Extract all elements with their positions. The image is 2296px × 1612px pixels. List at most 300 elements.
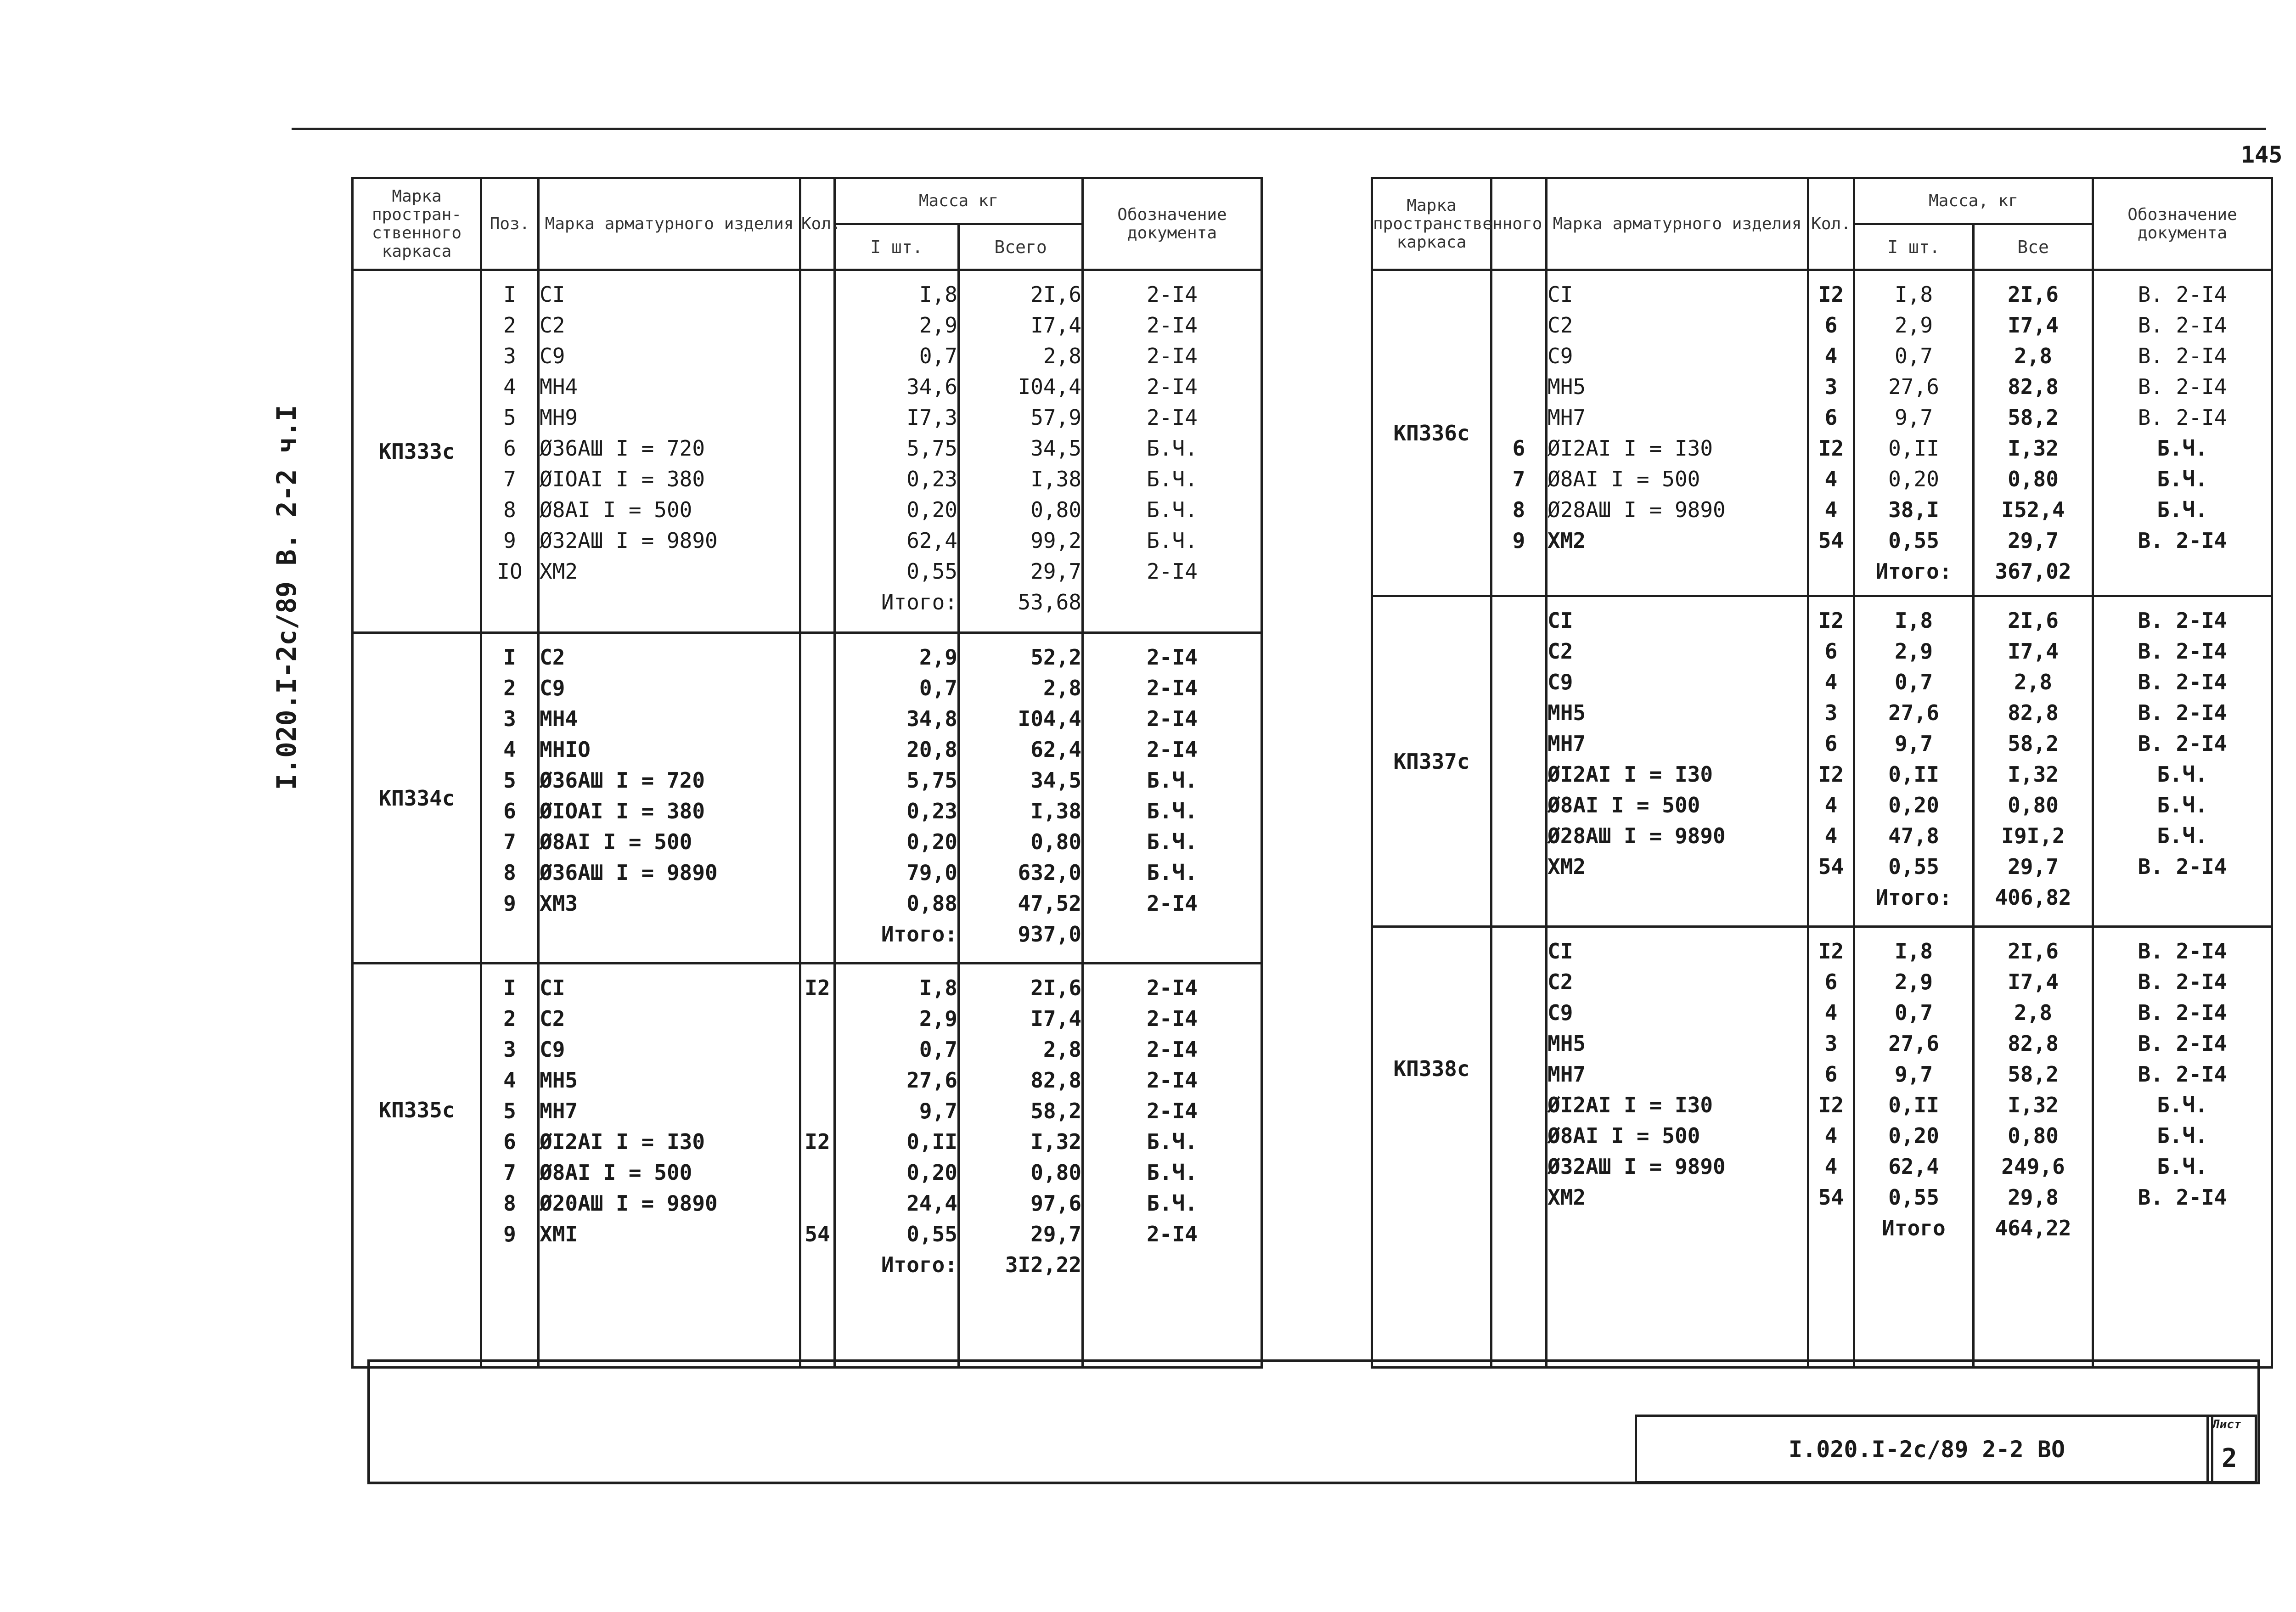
qty <box>801 1188 833 1219</box>
item-mark: C2 <box>540 645 565 670</box>
doc-ref: 2-I4 <box>1147 706 1198 731</box>
mass-total: 2I,6 <box>1030 282 1082 307</box>
header-total: Всего <box>959 224 1083 270</box>
pos-list <box>481 270 539 633</box>
pos: 9 <box>503 528 516 553</box>
mass-total: 34,5 <box>1030 768 1082 793</box>
item-mark: ØIOAI I = 380 <box>540 467 705 491</box>
qty-list <box>800 270 835 633</box>
header-pos: Поз. <box>481 178 539 270</box>
doc-ref: 2-I4 <box>1147 645 1198 670</box>
mass-total: I04,4 <box>1018 374 1082 399</box>
qty: 6 <box>1824 313 1838 338</box>
mass-one-list <box>1854 270 1974 596</box>
qty: I2 <box>1818 282 1844 307</box>
header-item: Марка арматурного изделия <box>1547 178 1808 270</box>
mass-total: 2I,6 <box>1030 975 1082 1000</box>
mass-one: 2,9 <box>1894 639 1933 664</box>
doc-ref: В. 2-I4 <box>2138 854 2227 879</box>
doc-ref: В. 2-I4 <box>2138 639 2227 664</box>
mass-one: 34,6 <box>906 374 957 399</box>
doc-list <box>2093 270 2272 596</box>
right-spec-table <box>1371 177 2273 1369</box>
qty: 4 <box>1824 670 1838 694</box>
mass-one: 38,I <box>1888 497 1939 522</box>
pos: I <box>503 975 516 1000</box>
mass-total-list <box>1974 270 2093 596</box>
doc-ref: 2-I4 <box>1147 975 1198 1000</box>
doc-list <box>1083 964 1262 1368</box>
mass-total: I,32 <box>1030 1129 1082 1154</box>
item-mark: ØI2AI I = I30 <box>540 1129 705 1154</box>
mass-total: 62,4 <box>1030 737 1082 762</box>
pos-list <box>1491 270 1547 596</box>
item-mark: ØI2AI I = I30 <box>1548 1093 1713 1117</box>
pos: 7 <box>503 1160 516 1185</box>
mass-total: 0,80 <box>2008 467 2059 491</box>
doc-ref: Б.Ч. <box>1147 768 1198 793</box>
mass-one: 0,II <box>1888 436 1939 461</box>
mass-total: 47,52 <box>1018 891 1082 916</box>
pos: 5 <box>503 1099 516 1123</box>
mass-one-list <box>835 633 959 964</box>
mass-total: 2,8 <box>2014 1000 2053 1025</box>
qty: 54 <box>1818 1185 1844 1210</box>
item-list <box>539 270 800 633</box>
doc-ref: В. 2-I4 <box>2138 939 2227 964</box>
header-doc: Обозначение документа <box>2093 178 2272 270</box>
item-mark: Ø28AШ I = 9890 <box>1548 497 1726 522</box>
mass-total: 2I,6 <box>2008 939 2059 964</box>
side-document-code: I.020.I-2c/89 B. 2-2 ч.I <box>271 405 302 790</box>
item-mark: MH7 <box>1548 731 1586 756</box>
doc-ref: 2-I4 <box>1147 313 1198 338</box>
mass-total: I,32 <box>2008 762 2059 787</box>
mass-total: 2,8 <box>1043 344 1082 368</box>
mass-one: 0,23 <box>906 799 957 823</box>
mass-total: I7,4 <box>2008 313 2059 338</box>
mass-one: 9,7 <box>1894 731 1933 756</box>
mass-one: 0,7 <box>1894 344 1933 368</box>
doc-list <box>2093 927 2272 1368</box>
item-mark: MH5 <box>1548 374 1586 399</box>
mass-total-list <box>959 964 1083 1368</box>
doc-ref: 2-I4 <box>1147 676 1198 700</box>
mass-total: I,38 <box>1030 467 1082 491</box>
mass-total: 82,8 <box>2008 374 2059 399</box>
pos-list-empty <box>1491 927 1547 1368</box>
pos: I <box>503 282 516 307</box>
item-mark: Ø32AШ I = 9890 <box>540 528 718 553</box>
doc-ref: В. 2-I4 <box>2138 731 2227 756</box>
mass-total: 0,80 <box>1030 829 1082 854</box>
item-mark: MHIO <box>540 737 591 762</box>
mass-total: 2I,6 <box>2008 282 2059 307</box>
mass-total: 0,80 <box>2008 1123 2059 1148</box>
item-mark: Ø8AI I = 500 <box>1548 467 1700 491</box>
doc-ref: В. 2-I4 <box>2138 1000 2227 1025</box>
mass-total: 2,8 <box>1043 676 1082 700</box>
doc-ref: Б.Ч. <box>1147 528 1198 553</box>
doc-ref: Б.Ч. <box>1147 436 1198 461</box>
left-spec-table <box>351 177 1263 1369</box>
mass-one: 0,20 <box>1888 467 1939 491</box>
table-row <box>1372 270 2272 596</box>
item-mark: Ø28AШ I = 9890 <box>1548 823 1726 848</box>
mass-total: 57,9 <box>1030 405 1082 430</box>
qty: I2 <box>805 975 830 1000</box>
pos: 5 <box>503 768 516 793</box>
pos: 6 <box>503 799 516 823</box>
total-label: Итого <box>1882 1216 1946 1240</box>
header-qty: Кол. <box>1808 178 1854 270</box>
frame-mark: КП335с <box>353 964 481 1368</box>
document-code: I.020.I-2c/89 2-2 BO <box>1789 1436 2065 1463</box>
doc-ref: В. 2-I4 <box>2138 282 2227 307</box>
total-label: Итого: <box>881 590 957 614</box>
item-mark: Ø20AШ I = 9890 <box>540 1191 718 1216</box>
item-mark: MH9 <box>540 405 578 430</box>
doc-ref: В. 2-I4 <box>2138 528 2227 553</box>
doc-ref: Б.Ч. <box>1147 467 1198 491</box>
frame-mark: КП334с <box>353 633 481 964</box>
pos <box>1492 279 1545 310</box>
item-mark: XM2 <box>1548 528 1586 553</box>
item-mark: XMI <box>540 1222 578 1246</box>
item-mark: XM2 <box>540 559 578 584</box>
mass-one: I7,3 <box>906 405 957 430</box>
mass-one: 0,7 <box>919 676 957 700</box>
qty <box>801 1065 833 1096</box>
mass-total: 29,7 <box>2008 854 2059 879</box>
pos: 3 <box>503 344 516 368</box>
qty: I2 <box>1818 762 1844 787</box>
table-row <box>1372 596 2272 927</box>
mass-one: 0,7 <box>919 344 957 368</box>
pos: 4 <box>503 737 516 762</box>
total-label: Итого: <box>881 922 957 947</box>
doc-ref: 2-I4 <box>1147 1068 1198 1093</box>
mass-one: 9,7 <box>1894 1062 1933 1087</box>
header-one: I шт. <box>835 224 959 270</box>
qty <box>801 1157 833 1188</box>
header-mark: Марка пространственного каркаса <box>1372 178 1491 270</box>
doc-ref: Б.Ч. <box>1147 1191 1198 1216</box>
qty: 4 <box>1824 344 1838 368</box>
mass-one: 0,20 <box>1888 793 1939 817</box>
sum-total: 406,82 <box>1995 885 2071 910</box>
mass-total: 249,6 <box>2001 1154 2065 1179</box>
item-mark: Ø8AI I = 500 <box>1548 1123 1700 1148</box>
item-mark: C2 <box>1548 639 1573 664</box>
doc-ref: В. 2-I4 <box>2138 670 2227 694</box>
mass-one: 47,8 <box>1888 823 1939 848</box>
item-mark: MH4 <box>540 374 578 399</box>
qty: 4 <box>1824 1000 1838 1025</box>
item-mark: CI <box>1548 282 1573 307</box>
pos: 8 <box>1512 497 1525 522</box>
pos <box>1492 310 1545 341</box>
sheet-label: Лист <box>2212 1418 2241 1432</box>
pos-list-empty <box>1491 596 1547 927</box>
doc-ref: Б.Ч. <box>2157 497 2208 522</box>
doc-ref: В. 2-I4 <box>2138 344 2227 368</box>
item-mark: ØI2AI I = I30 <box>1548 762 1713 787</box>
sum-total: 367,02 <box>1995 559 2071 584</box>
pos: 6 <box>503 1129 516 1154</box>
table-row <box>353 964 1262 1368</box>
header-one: I шт. <box>1854 224 1974 270</box>
qty: 4 <box>1824 467 1838 491</box>
qty: 6 <box>1824 405 1838 430</box>
mass-one: 24,4 <box>906 1191 957 1216</box>
qty: 4 <box>1824 1123 1838 1148</box>
item-mark: XM3 <box>540 891 578 916</box>
qty: I2 <box>1818 1093 1844 1117</box>
item-mark: Ø8AI I = 500 <box>540 1160 692 1185</box>
mass-one: 0,II <box>1888 762 1939 787</box>
mass-total: 58,2 <box>2008 405 2059 430</box>
mass-total-list <box>1974 927 2093 1368</box>
table-row <box>1372 927 2272 1368</box>
mass-one: 62,4 <box>906 528 957 553</box>
qty: 54 <box>1818 854 1844 879</box>
mass-total: 29,8 <box>2008 1185 2059 1210</box>
frame-mark: КП336с <box>1372 270 1491 596</box>
mass-total: 58,2 <box>2008 731 2059 756</box>
total-label: Итого: <box>881 1252 957 1277</box>
mass-one-list <box>835 964 959 1368</box>
mass-one: 0,23 <box>906 467 957 491</box>
qty: 4 <box>1824 497 1838 522</box>
mass-total: I52,4 <box>2001 497 2065 522</box>
header-mark: Марка простран-ственного каркаса <box>353 178 481 270</box>
qty <box>801 1003 833 1034</box>
mass-total: I,38 <box>1030 799 1082 823</box>
pos: 7 <box>503 829 516 854</box>
item-mark: Ø36AШ I = 720 <box>540 436 705 461</box>
doc-ref: Б.Ч. <box>1147 1160 1198 1185</box>
item-list <box>1547 270 1808 596</box>
mass-one: I,8 <box>1894 939 1933 964</box>
mass-one: 9,7 <box>919 1099 957 1123</box>
mass-one: 27,6 <box>906 1068 957 1093</box>
item-mark: CI <box>540 282 565 307</box>
mass-total: 2I,6 <box>2008 608 2059 633</box>
mass-one: 0,88 <box>906 891 957 916</box>
sheet-box <box>2206 1415 2257 1483</box>
doc-ref: 2-I4 <box>1147 1037 1198 1062</box>
pos <box>1492 341 1545 372</box>
qty <box>801 1096 833 1127</box>
doc-ref: Б.Ч. <box>1147 860 1198 885</box>
item-mark: Ø8AI I = 500 <box>1548 793 1700 817</box>
mass-total: 29,7 <box>2008 528 2059 553</box>
mass-total: 2,8 <box>2014 344 2053 368</box>
mass-total: I7,4 <box>2008 969 2059 994</box>
mass-one: 2,9 <box>1894 313 1933 338</box>
qty-list <box>1808 596 1854 927</box>
item-mark: C9 <box>540 676 565 700</box>
qty-list <box>1808 927 1854 1368</box>
doc-ref: Б.Ч. <box>2157 793 2208 817</box>
doc-ref: 2-I4 <box>1147 374 1198 399</box>
mass-one: 2,9 <box>919 645 957 670</box>
sum-total: 53,68 <box>1018 590 1082 614</box>
pos: 7 <box>503 467 516 491</box>
qty: 3 <box>1824 1031 1838 1056</box>
mass-one: 0,II <box>906 1129 957 1154</box>
item-mark: MH5 <box>1548 1031 1586 1056</box>
mass-one: 20,8 <box>906 737 957 762</box>
mass-total: I7,4 <box>1030 1006 1082 1031</box>
header-qty: Кол. <box>800 178 835 270</box>
header-mass: Масса, кг <box>1854 178 2093 224</box>
pos: 9 <box>1512 528 1525 553</box>
pos: 8 <box>503 497 516 522</box>
mass-one: 0,55 <box>1888 1185 1939 1210</box>
item-mark: Ø8AI I = 500 <box>540 829 692 854</box>
doc-list <box>1083 633 1262 964</box>
mass-one-list <box>835 270 959 633</box>
mass-one: 79,0 <box>906 860 957 885</box>
pos: 7 <box>1512 467 1525 491</box>
pos: 6 <box>1512 436 1525 461</box>
pos <box>1492 402 1545 433</box>
doc-ref: В. 2-I4 <box>2138 405 2227 430</box>
top-rule <box>292 128 2266 130</box>
doc-ref: 2-I4 <box>1147 737 1198 762</box>
qty: 54 <box>1818 528 1844 553</box>
mass-one: 34,8 <box>906 706 957 731</box>
doc-ref: Б.Ч. <box>1147 1129 1198 1154</box>
pos: 4 <box>503 1068 516 1093</box>
doc-ref: 2-I4 <box>1147 1006 1198 1031</box>
item-mark: C2 <box>1548 313 1573 338</box>
title-block <box>1635 1415 2213 1483</box>
doc-ref: 2-I4 <box>1147 405 1198 430</box>
item-mark: MH7 <box>1548 1062 1586 1087</box>
header-item: Марка арматурного изделия <box>539 178 800 270</box>
qty-list <box>800 633 835 964</box>
mass-total: 58,2 <box>2008 1062 2059 1087</box>
mass-total: 2,8 <box>1043 1037 1082 1062</box>
mass-total: I,32 <box>2008 436 2059 461</box>
doc-ref: 2-I4 <box>1147 559 1198 584</box>
mass-total: 34,5 <box>1030 436 1082 461</box>
sheet-value: 2 <box>2222 1443 2237 1473</box>
mass-total: I9I,2 <box>2001 823 2065 848</box>
item-mark: MH7 <box>540 1099 578 1123</box>
pos: 3 <box>503 1037 516 1062</box>
pos <box>1492 372 1545 402</box>
qty: 3 <box>1824 700 1838 725</box>
mass-one: 0,55 <box>1888 528 1939 553</box>
qty: 3 <box>1824 374 1838 399</box>
mass-total: 2,8 <box>2014 670 2053 694</box>
item-mark: C9 <box>1548 344 1573 368</box>
pos-list <box>481 633 539 964</box>
sheet-number: 145 <box>2241 141 2283 168</box>
mass-total: I7,4 <box>1030 313 1082 338</box>
mass-total: 97,6 <box>1030 1191 1082 1216</box>
item-mark: C9 <box>1548 670 1573 694</box>
mass-one: 27,6 <box>1888 700 1939 725</box>
item-mark: C2 <box>540 313 565 338</box>
item-mark: ØI2AI I = I30 <box>1548 436 1713 461</box>
pos: 5 <box>503 405 516 430</box>
qty-list <box>800 964 835 1368</box>
table-row <box>353 633 1262 964</box>
mass-one: 0,20 <box>1888 1123 1939 1148</box>
item-mark: Ø8AI I = 500 <box>540 497 692 522</box>
doc-ref: В. 2-I4 <box>2138 1031 2227 1056</box>
doc-list <box>1083 270 1262 633</box>
mass-total: 52,2 <box>1030 645 1082 670</box>
doc-ref: Б.Ч. <box>2157 1154 2208 1179</box>
pos: IO <box>497 559 523 584</box>
header-doc: Обозначение документа <box>1083 178 1262 270</box>
mass-one: 9,7 <box>1894 405 1933 430</box>
item-mark: C9 <box>1548 1000 1573 1025</box>
item-mark: C2 <box>540 1006 565 1031</box>
mass-total: 0,80 <box>2008 793 2059 817</box>
mass-one: I,8 <box>1894 282 1933 307</box>
item-mark: MH4 <box>540 706 578 731</box>
qty: I2 <box>1818 608 1844 633</box>
pos: 2 <box>503 313 516 338</box>
mass-one: 0,7 <box>1894 670 1933 694</box>
mass-one: 0,55 <box>906 559 957 584</box>
mass-total: 82,8 <box>2008 700 2059 725</box>
qty: 6 <box>1824 731 1838 756</box>
total-label: Итого: <box>1875 559 1952 584</box>
mass-total-list <box>1974 596 2093 927</box>
doc-ref: В. 2-I4 <box>2138 374 2227 399</box>
doc-ref: Б.Ч. <box>1147 497 1198 522</box>
doc-ref: Б.Ч. <box>2157 1123 2208 1148</box>
qty: I2 <box>805 1129 830 1154</box>
item-mark: Ø36AШ I = 720 <box>540 768 705 793</box>
mass-total: I,32 <box>2008 1093 2059 1117</box>
qty: 4 <box>1824 793 1838 817</box>
item-mark: CI <box>1548 608 1573 633</box>
mass-one-list <box>1854 927 1974 1368</box>
mass-one: 5,75 <box>906 436 957 461</box>
item-mark: Ø36AШ I = 9890 <box>540 860 718 885</box>
mass-one: I,8 <box>1894 608 1933 633</box>
mass-one: 27,6 <box>1888 1031 1939 1056</box>
item-list <box>1547 596 1808 927</box>
mass-total: I7,4 <box>2008 639 2059 664</box>
frame-mark: КП338с <box>1372 927 1491 1368</box>
doc-ref: В. 2-I4 <box>2138 313 2227 338</box>
item-mark: MH5 <box>540 1068 578 1093</box>
doc-list <box>2093 596 2272 927</box>
mass-total: 82,8 <box>1030 1068 1082 1093</box>
mass-one: 5,75 <box>906 768 957 793</box>
item-list <box>1547 927 1808 1368</box>
item-mark: C9 <box>540 1037 565 1062</box>
doc-ref: В. 2-I4 <box>2138 608 2227 633</box>
item-mark: C2 <box>1548 969 1573 994</box>
mass-one: 0,20 <box>906 1160 957 1185</box>
pos: I <box>503 645 516 670</box>
mass-total: 29,7 <box>1030 559 1082 584</box>
mass-one: 0,II <box>1888 1093 1939 1117</box>
doc-ref: 2-I4 <box>1147 1222 1198 1246</box>
doc-ref: 2-I4 <box>1147 891 1198 916</box>
